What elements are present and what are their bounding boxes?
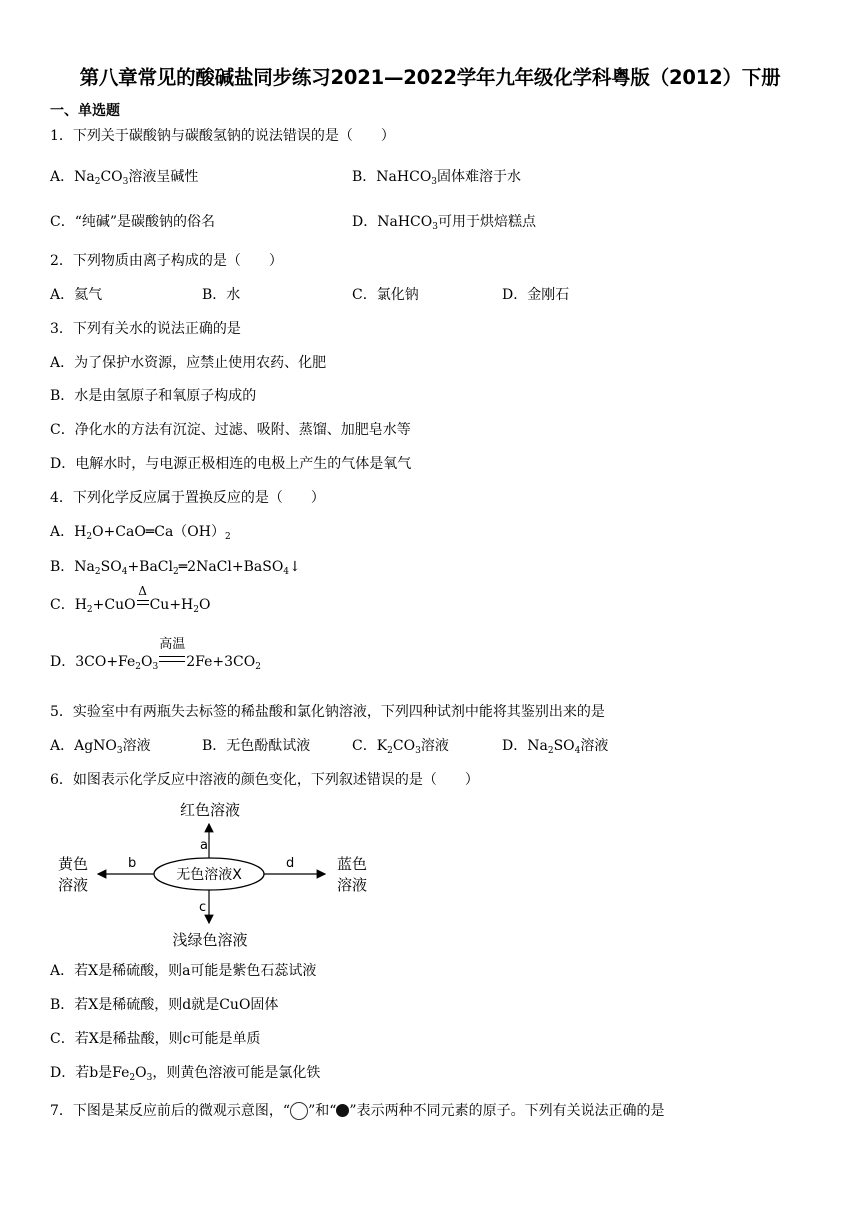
heating-condition-sign: Δ [136, 596, 150, 614]
question-4-stem: 4．下列化学反应属于置换反应的是（ ） [50, 490, 325, 506]
color-change-diagram [48, 793, 378, 953]
q5-option-c[interactable]: C．$K_2CO_3$溶液 [352, 738, 449, 756]
question-7-stem: 7．下图是某反应前后的微观示意图，“ ”和“ ”表示两种不同元素的原子。下列有关说法正确的是 [50, 1103, 665, 1119]
arrow-label-d: d [286, 856, 295, 871]
q4-option-a[interactable]: A．$H_2O+CaO═Ca(OH)_2$ [50, 524, 231, 542]
arrow-label-c: c [199, 900, 207, 915]
q2-option-b[interactable]: B．水 [202, 287, 241, 303]
q1-option-c[interactable]: C．“纯碱”是碳酸钠的俗名 [50, 214, 216, 230]
q5-option-d[interactable]: D．$Na_2SO_4$溶液 [502, 738, 609, 756]
high-temp-condition-sign: 高温 [158, 653, 186, 671]
label-right-blue-2: 溶液 [336, 876, 368, 894]
q2-option-d[interactable]: D．金刚石 [502, 287, 570, 303]
q2-option-a[interactable]: A．氦气 [50, 287, 103, 303]
q1-option-d[interactable]: D．NaHCO$_3$可用于烘焙糕点 [352, 214, 536, 232]
q6-option-d[interactable]: D．若b是$Fe_2O_3$，则黄色溶液可能是氯化铁 [50, 1065, 321, 1083]
q4-option-c[interactable]: C．$H_2+CuO$ Δ $Cu+H_2O$ [50, 584, 211, 615]
q5-option-b[interactable]: B．无色酚酞试液 [202, 738, 311, 754]
q2-option-c[interactable]: C．氯化钠 [352, 287, 419, 303]
question-2-stem: 2．下列物质由离子构成的是（ ） [50, 253, 283, 269]
q3-option-b[interactable]: B．水是由氢原子和氧原子构成的 [50, 388, 257, 404]
q4-option-b[interactable]: B．$Na_2SO_4+BaCl_2═2NaCl+BaSO_4↓$ [50, 559, 301, 577]
open-circle-atom-icon [290, 1102, 308, 1120]
q5-option-a[interactable]: A．AgNO$_3$溶液 [50, 738, 151, 756]
section-heading: 一、单选题 [50, 103, 120, 119]
q6-option-a[interactable]: A．若X是稀硫酸，则a可能是紫色石蕊试液 [50, 963, 317, 979]
question-3-stem: 3．下列有关水的说法正确的是 [50, 321, 241, 337]
label-left-yellow-1: 黄色 [57, 855, 89, 873]
q1-option-b[interactable]: B．NaHCO$_3$固体难溶于水 [352, 169, 522, 187]
q3-option-a[interactable]: A．为了保护水资源，应禁止使用农药、化肥 [50, 355, 327, 371]
q6-option-b[interactable]: B．若X是稀硫酸，则d就是CuO固体 [50, 997, 279, 1013]
label-right-blue-1: 蓝色 [336, 855, 368, 873]
arrow-label-b: b [128, 856, 137, 871]
q1-option-a[interactable]: A．$Na_2CO_3$溶液呈碱性 [50, 169, 199, 187]
label-left-yellow-2: 溶液 [57, 876, 89, 894]
page-title: 第八章常见的酸碱盐同步练习2021—2022学年九年级化学科粤版（2012）下册 [79, 66, 781, 89]
q3-option-d[interactable]: D．电解水时，与电源正极相连的电极上产生的气体是氧气 [50, 456, 412, 472]
filled-circle-atom-icon [336, 1104, 349, 1117]
label-bottom-lightgreen: 浅绿色溶液 [172, 931, 248, 949]
question-1-stem: 1．下列关于碳酸钠与碳酸氢钠的说法错误的是（ ） [50, 128, 395, 144]
label-center-colorless-x: 无色溶液X [176, 867, 242, 883]
question-6-stem: 6．如图表示化学反应中溶液的颜色变化，下列叙述错误的是（ ） [50, 772, 479, 788]
question-5-stem: 5．实验室中有两瓶失去标签的稀盐酸和氯化钠溶液，下列四种试剂中能将其鉴别出来的是 [50, 704, 605, 720]
q6-option-c[interactable]: C．若X是稀盐酸，则c可能是单质 [50, 1031, 261, 1047]
q3-option-c[interactable]: C．净化水的方法有沉淀、过滤、吸附、蒸馏、加肥皂水等 [50, 422, 411, 438]
label-top-red-solution: 红色溶液 [179, 801, 241, 819]
q4-option-d[interactable]: D．$3CO+Fe_2O_3$ 高温 $2Fe+3CO_2$ [50, 637, 261, 672]
arrow-label-a: a [200, 838, 208, 853]
